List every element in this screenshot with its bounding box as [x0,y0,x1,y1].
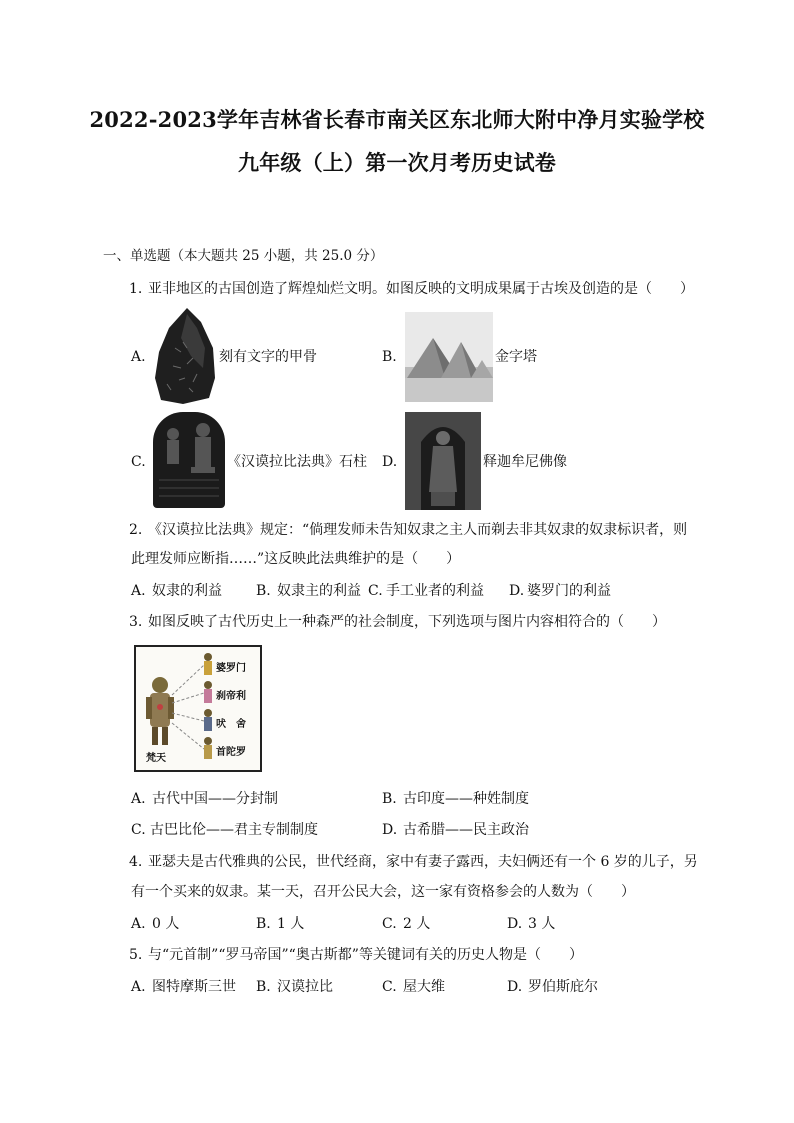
q2-option-c-text: 手工业者的利益 [386,583,484,599]
oracle-bone-image [153,308,217,404]
q2-stem-line-2: 此理发师应断指……”这反映此法典维护的是（ ） [131,551,461,567]
buddha-statue-image [405,412,481,510]
caste-label-shudra: 首陀罗 [216,747,246,758]
q3-option-d-text: 古希腊——民主政治 [403,822,529,838]
q5-number: 5. [129,947,143,963]
q2-option-b-letter: B. [256,583,271,599]
q1-number: 1. [129,281,143,297]
q2-option-b-text: 奴隶主的利益 [277,583,361,599]
q5-option-c-letter: C. [382,979,397,995]
q3-option-a-letter: A. [131,791,146,807]
q1-option-d-text: 释迦牟尼佛像 [483,454,567,470]
q1-stem: 亚非地区的古国创造了辉煌灿烂文明。如图反映的文明成果属于古埃及创造的是（ ） [148,281,694,297]
q1-option-b-letter: B. [382,349,397,365]
q3-stem: 如图反映了古代历史上一种森严的社会制度，下列选项与图片内容相符合的（ ） [148,614,666,630]
q1-option-c-text: 《汉谟拉比法典》石柱 [227,454,367,470]
q4-option-b-text: 1 人 [277,916,305,932]
q3-option-c-text: 古巴比伦——君主专制制度 [150,822,318,838]
q4-stem-line-2: 有一个买来的奴隶。某一天，召开公民大会，这一家有资格参会的人数为（ ） [131,884,635,900]
q2-stem-line-1: 《汉谟拉比法典》规定：“倘理发师未告知奴隶之主人而剃去非其奴隶的奴隶标识者，则 [148,522,688,538]
q3-option-c-letter: C. [131,822,146,838]
q5-option-c-text: 屋大维 [403,979,445,995]
q5-option-b-letter: B. [256,979,271,995]
q5-option-b-text: 汉谟拉比 [277,979,333,995]
q3-number: 3. [129,614,143,630]
q5-stem: 与“元首制”“罗马帝国”“奥古斯都”等关键词有关的历史人物是（ ） [148,947,583,963]
q5-option-d-text: 罗伯斯庇尔 [528,979,598,995]
q4-option-c-text: 2 人 [403,916,431,932]
q1-option-b-text: 金字塔 [495,349,537,365]
q4-number: 4. [129,854,143,870]
q4-stem-line-1: 亚瑟夫是古代雅典的公民，世代经商，家中有妻子露西，夫妇俩还有一个 6 岁的儿子，另 [148,854,698,870]
q4-option-a-text: 0 人 [152,916,180,932]
q5-option-d-letter: D. [507,979,523,995]
q4-option-c-letter: C. [382,916,397,932]
q2-option-d-text: 婆罗门的利益 [527,583,611,599]
caste-label-kshatriya: 刹帝利 [216,691,246,702]
q1-option-c-letter: C. [131,454,146,470]
q2-option-a-text: 奴隶的利益 [152,583,222,599]
q2-option-a-letter: A. [131,583,146,599]
q4-option-a-letter: A. [131,916,146,932]
q1-option-a-letter: A. [131,349,146,365]
q4-option-d-text: 3 人 [528,916,556,932]
caste-label-brahmin: 婆罗门 [216,663,246,674]
q5-option-a-text: 图特摩斯三世 [152,979,236,995]
q1-option-a-text: 刻有文字的甲骨 [219,349,317,365]
god-label-brahma: 梵天 [146,753,166,764]
q5-option-a-letter: A. [131,979,146,995]
hammurabi-stele-image [153,412,225,508]
q3-option-b-letter: B. [382,791,397,807]
q3-option-d-letter: D. [382,822,398,838]
q4-option-d-letter: D. [507,916,523,932]
caste-label-vaishya: 吠 舍 [216,719,246,730]
q3-option-b-text: 古印度——种姓制度 [403,791,529,807]
q3-option-a-text: 古代中国——分封制 [152,791,278,807]
q2-option-d-letter: D. [509,583,525,599]
exam-title-line-2: 九年级（上）第一次月考历史试卷 [238,150,556,175]
q4-option-b-letter: B. [256,916,271,932]
section-heading: 一、单选题（本大题共 25 小题，共 25.0 分） [103,248,384,264]
exam-title-line-1: 2022-2023学年吉林省长春市南关区东北师大附中净月实验学校 [89,107,705,132]
caste-system-figure [134,645,262,772]
pyramid-image [405,312,493,402]
q2-number: 2. [129,522,143,538]
q2-option-c-letter: C. [368,583,383,599]
q1-option-d-letter: D. [382,454,398,470]
